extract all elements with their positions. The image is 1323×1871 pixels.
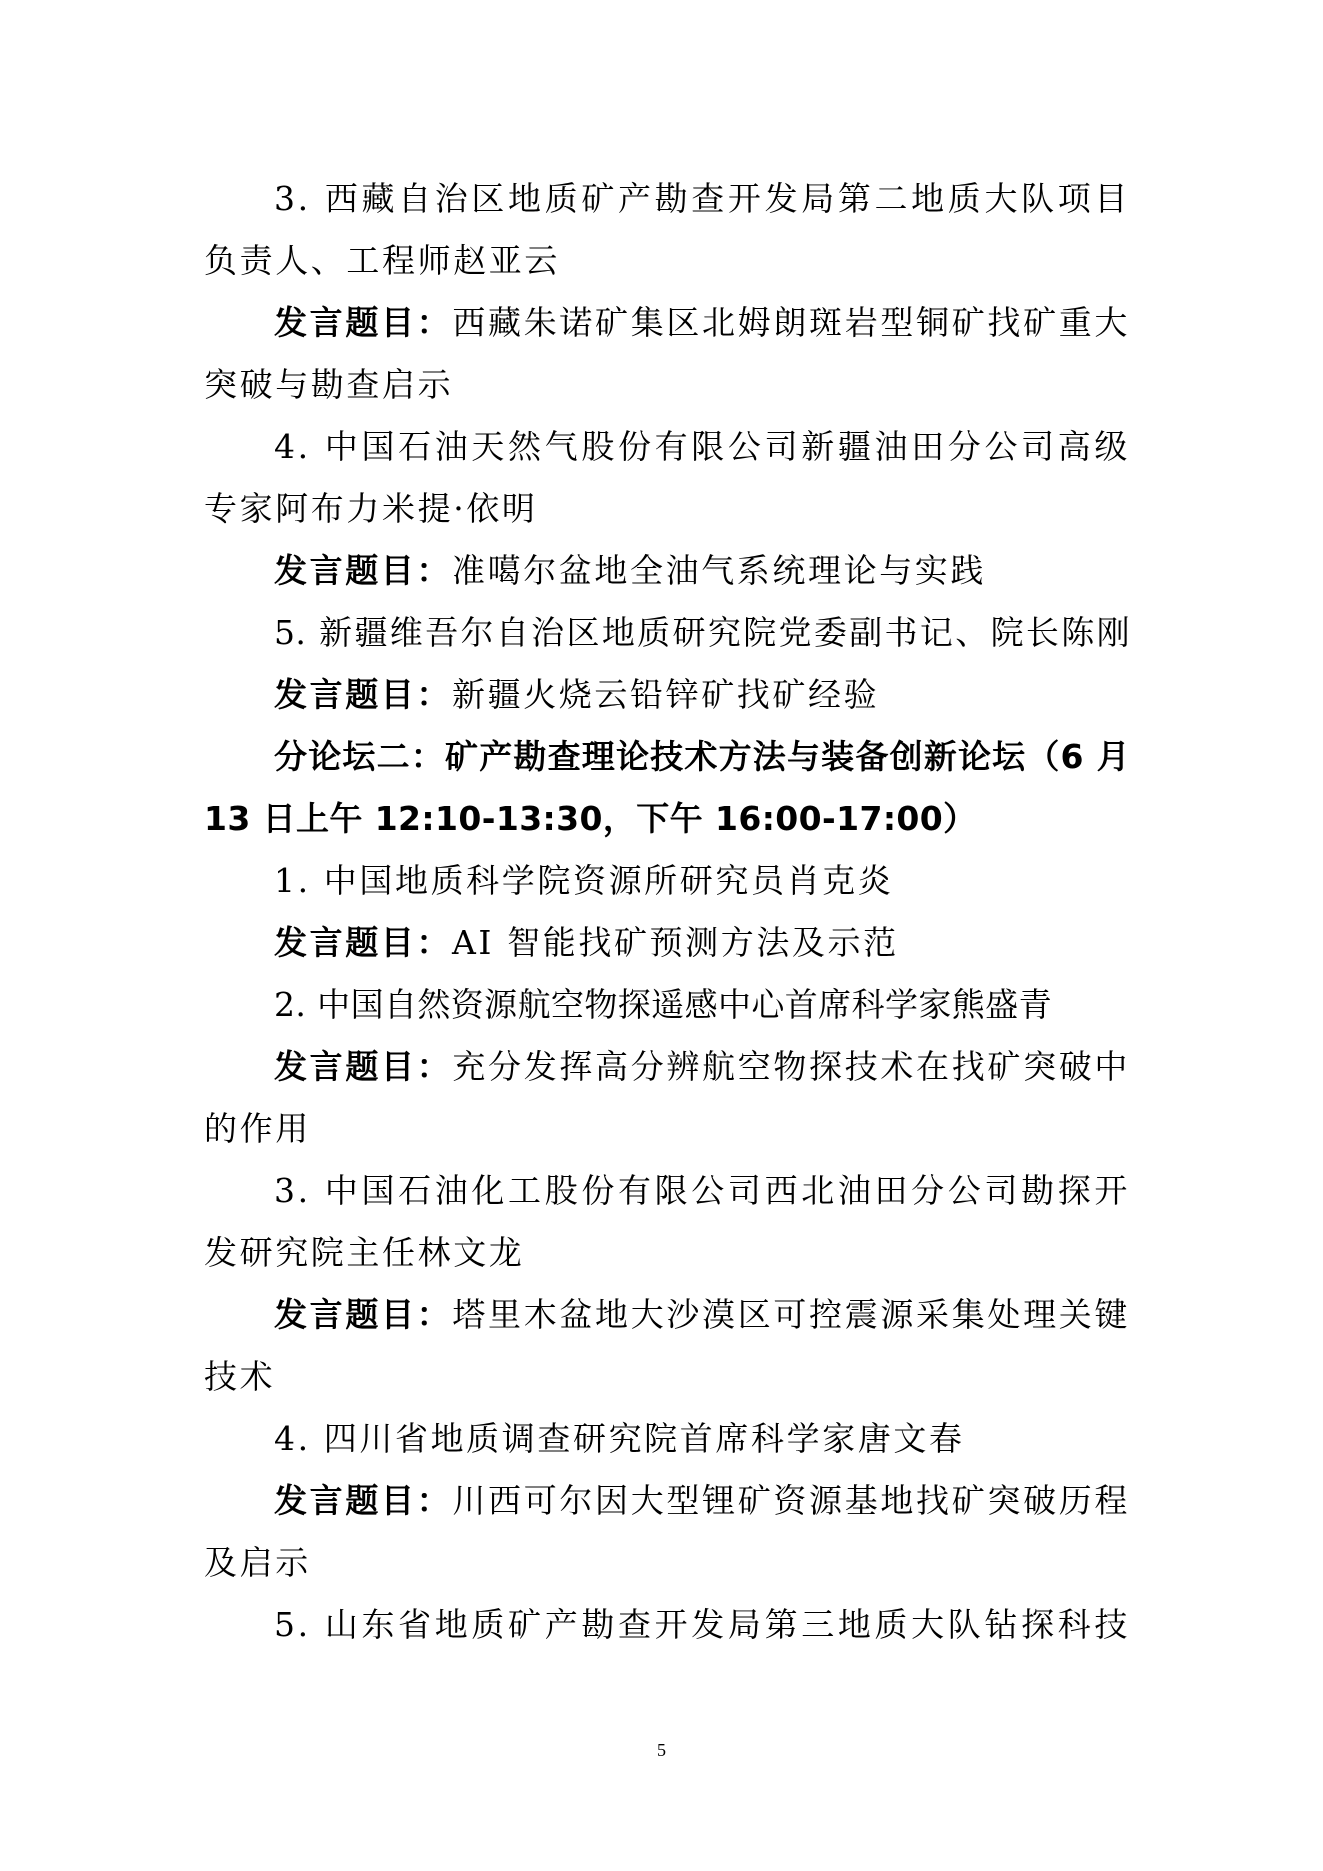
topic-line: 发言题目：塔里木盆地大沙漠区可控震源采集处理关键 [274, 1295, 1131, 1334]
sub-forum-heading: 分论坛二：矿产勘查理论技术方法与装备创新论坛（6 月 [274, 737, 1131, 776]
speaker-line: 5. 新疆维吾尔自治区地质研究院党委副书记、院长陈刚 [274, 613, 1130, 652]
topic-line: 发言题目：新疆火烧云铅锌矿找矿经验 [274, 675, 880, 714]
topic-label: 发言题目： [274, 1481, 453, 1520]
speaker-line-continued: 专家阿布力米提·依明 [204, 489, 538, 528]
speaker-line: 2. 中国自然资源航空物探遥感中心首席科学家熊盛青 [274, 985, 1052, 1024]
sub-forum-heading-continued: 13 日上午 12:10-13:30，下午 16:00-17:00） [204, 799, 977, 838]
page-number: 5 [657, 1740, 666, 1760]
speaker-line: 3. 西藏自治区地质矿产勘查开发局第二地质大队项目 [274, 179, 1130, 218]
topic-line: 发言题目：充分发挥高分辨航空物探技术在找矿突破中 [274, 1047, 1131, 1086]
topic-line: 发言题目：川西可尔因大型锂矿资源基地找矿突破历程 [274, 1481, 1131, 1520]
sub-forum-label: 分论坛二： [274, 737, 445, 776]
topic-line-continued: 技术 [204, 1357, 276, 1396]
topic-line: 发言题目：西藏朱诺矿集区北姆朗斑岩型铜矿找矿重大 [274, 303, 1131, 342]
topic-label: 发言题目： [274, 923, 452, 962]
speaker-line: 3. 中国石油化工股份有限公司西北油田分公司勘探开 [274, 1171, 1130, 1210]
topic-line-continued: 的作用 [204, 1109, 311, 1148]
body-text [204, 168, 1130, 1656]
speaker-line: 5. 山东省地质矿产勘查开发局第三地质大队钻探科技 [274, 1605, 1130, 1644]
speaker-line: 4. 四川省地质调查研究院首席科学家唐文春 [274, 1419, 965, 1458]
topic-label: 发言题目： [274, 1047, 453, 1086]
topic-line: 发言题目：AI 智能找矿预测方法及示范 [274, 923, 899, 962]
topic-line: 发言题目：准噶尔盆地全油气系统理论与实践 [274, 551, 986, 590]
speaker-line-continued: 发研究院主任林文龙 [204, 1233, 525, 1272]
speaker-line: 1. 中国地质科学院资源所研究员肖克炎 [274, 861, 894, 900]
topic-label: 发言题目： [274, 1295, 453, 1334]
topic-label: 发言题目： [274, 675, 452, 714]
topic-label: 发言题目： [274, 303, 453, 342]
topic-line-continued: 及启示 [204, 1543, 311, 1582]
topic-line-continued: 突破与勘查启示 [204, 365, 454, 404]
speaker-line: 4. 中国石油天然气股份有限公司新疆油田分公司高级 [274, 427, 1130, 466]
speaker-line-continued: 负责人、工程师赵亚云 [204, 241, 560, 280]
topic-label: 发言题目： [274, 551, 452, 590]
